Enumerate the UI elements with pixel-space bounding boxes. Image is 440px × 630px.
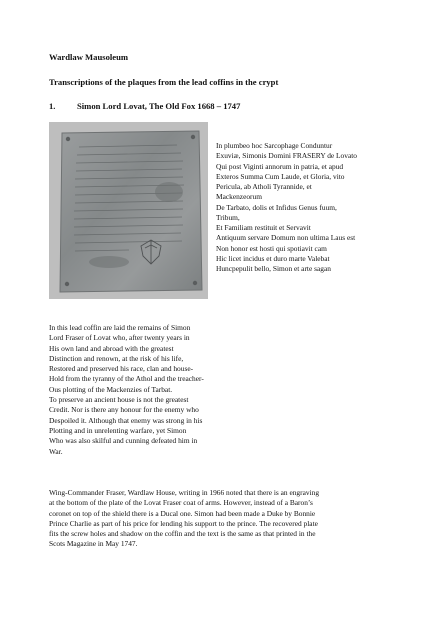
latin-line: Exteros Summa Cum Laude, et Gloria, vito [216,171,345,181]
paragraph-line: fits the screw holes and shadow on the coffin and the text is the same as that printed in the [49,529,316,539]
paragraph-line: Wing-Commander Fraser, Wardlaw House, writing in 1966 noted that there is an engraving [49,488,320,497]
latin-line: In plumbeo hoc Sarcophage Conduntur [216,141,333,150]
translation-line: Distinction and renown, at the risk of his life, [49,353,184,363]
translation-line: Despoiled it. Although that enemy was strong in his [49,415,203,425]
document-title: Wardlaw Mausoleum [49,52,129,62]
latin-line: Hic licet incidus et duro marte Valebat [216,253,330,263]
latin-inscription [216,141,426,274]
translation-line: Plotting and in unrelenting warfare, yet Simon [49,425,187,435]
latin-line: Non honor est hosti qui spotiavit cam [216,243,327,253]
latin-line: Qui post Viginti annorum in patria, et apud [216,161,344,171]
latin-line: Tribum, [216,212,240,222]
translation-line: Credit. Nor is there any honour for the enemy who [49,405,199,415]
translation-line: In this lead coffin are laid the remains of Simon [49,323,191,332]
english-translation [49,323,289,457]
engraved-lead-plate-icon [49,122,208,299]
translation-line: To preserve an ancient house is not the greatest [49,395,189,405]
latin-line: De Tarbato, dolis et Infidus Genus fuum, [216,202,337,212]
section-number: 1. [49,101,56,111]
commentary-paragraph [49,488,389,550]
translation-line: His own land and abroad with the greatest [49,343,174,353]
latin-line: Mackenzeorum [216,192,262,202]
document-subtitle: Transcriptions of the plaques from the lead coffins in the crypt [49,77,279,87]
translation-line: War. [49,446,63,456]
latin-line: Et Familiam restituit et Servavit [216,223,311,232]
translation-line: Ous plotting of the Mackenzies of Tarbat. [49,384,173,394]
paragraph-line: at the bottom of the plate of the Lovat Fraser coat of arms. However, instead of a Baron’s [49,498,313,508]
latin-line: Huncpepulit bello, Simon et arte sagan [216,264,331,273]
latin-line: Antiquum servare Domum non ultima Laus est [216,233,356,243]
section-title: Simon Lord Lovat, The Old Fox 1668 – 1747 [77,101,241,111]
latin-line: Pericula, ab Atholi Tyrannide, et [216,182,312,191]
translation-line: Hold from the tyranny of the Athol and the treacher- [49,374,204,384]
paragraph-line: Prince Charlie as part of his price for lending his support to the prince. The recovered plate [49,518,318,528]
paragraph-line: coronet on top of the shield there is a Ducal one. Simon had been made a Duke by Bonnie [49,508,316,518]
section-heading [49,101,240,111]
translation-line: Who was also skilful and cunning defeated him in [49,436,198,446]
translation-line: Restored and preserved his race, clan and house- [49,364,194,374]
plaque-photo [49,122,208,299]
translation-line: Lord Fraser of Lovat who, after twenty years in [49,333,190,343]
latin-line: Exuviæ, Simonis Domini FRASERY de Lovato [216,151,357,161]
paragraph-line: Scots Magazine in May 1747. [49,539,138,549]
